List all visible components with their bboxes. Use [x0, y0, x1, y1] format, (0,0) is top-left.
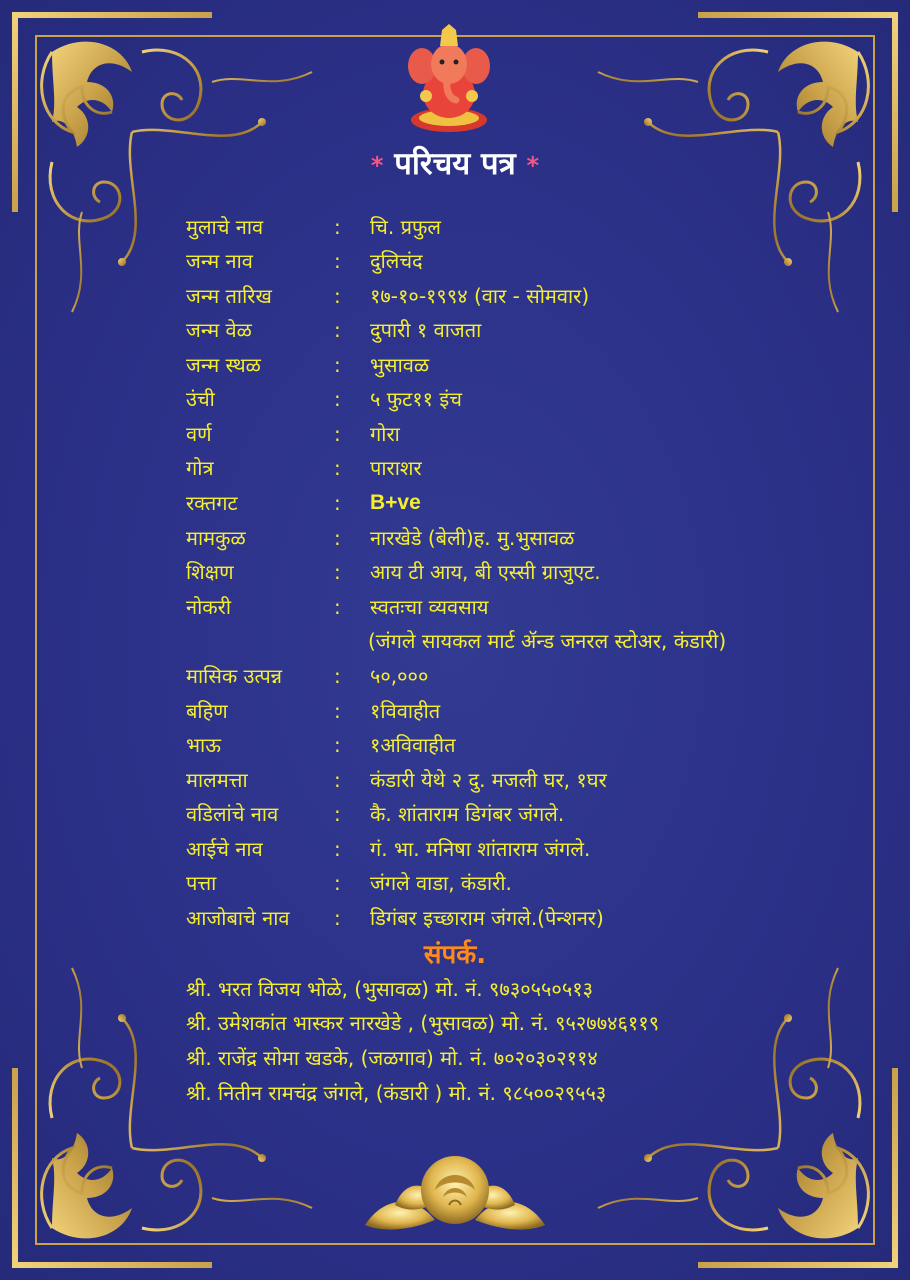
detail-value: आय टी आय, बी एस्सी ग्राजुएट. [370, 560, 601, 584]
detail-colon: : [334, 491, 341, 515]
detail-colon: : [334, 595, 341, 619]
detail-value: पाराशर [370, 456, 422, 480]
detail-label: मालमत्ता [186, 768, 248, 792]
detail-colon: : [334, 560, 341, 584]
detail-value: गोरा [370, 422, 400, 446]
detail-colon: : [334, 871, 341, 895]
detail-colon: : [334, 802, 341, 826]
detail-value: B+ve [370, 491, 421, 514]
contact-line: श्री. नितीन रामचंद्र जंगले, (कंडारी ) मो. नं. ९८५००२९५५३ [186, 1081, 607, 1105]
detail-colon: : [334, 733, 341, 757]
star-left: * [370, 151, 384, 180]
detail-value: जंगले वाडा, कंडारी. [370, 871, 512, 895]
detail-label: आजोबाचे नाव [186, 906, 290, 930]
detail-value: १अविवाहीत [370, 733, 456, 757]
detail-value: नारखेडे (बेली)ह. मु.भुसावळ [370, 526, 575, 550]
contact-heading: संपर्क. [423, 940, 487, 970]
detail-label: शिक्षण [186, 560, 234, 584]
detail-colon: : [334, 284, 341, 308]
detail-label: जन्म तारिख [186, 284, 272, 308]
detail-label: उंची [186, 387, 215, 411]
contact-line: श्री. उमेशकांत भास्कर नारखेडे , (भुसावळ) मो. नं. ९५२७७४६११९ [186, 1011, 660, 1035]
detail-value: १विवाहीत [370, 699, 441, 723]
star-right: * [526, 151, 540, 180]
detail-colon: : [334, 249, 341, 273]
detail-value: गं. भा. मनिषा शांताराम जंगले. [370, 837, 591, 861]
detail-value: ५ फुट११ इंच [370, 387, 462, 411]
detail-label: भाऊ [186, 733, 221, 757]
detail-label: गोत्र [186, 456, 214, 480]
detail-value: स्वतःचा व्यवसाय [370, 595, 489, 619]
detail-label: बहिण [186, 699, 228, 723]
detail-label: नोकरी [186, 595, 231, 619]
detail-colon: : [334, 664, 341, 688]
detail-colon: : [334, 906, 341, 930]
job-detail: (जंगले सायकल मार्ट ॲन्ड जनरल स्टोअर, कंडारी) [368, 629, 727, 653]
detail-colon: : [334, 215, 341, 239]
detail-value: चि. प्रफुल [370, 215, 441, 239]
detail-value: भुसावळ [370, 353, 430, 377]
ganesha-icon [404, 24, 494, 136]
detail-colon: : [334, 353, 341, 377]
detail-label: वडिलांचे नाव [186, 802, 279, 826]
detail-label: जन्म नाव [186, 249, 253, 273]
detail-label: रक्तगट [186, 491, 238, 515]
detail-label: पत्ता [186, 871, 217, 895]
page-title [0, 142, 910, 184]
detail-value: दुपारी १ वाजता [370, 318, 482, 342]
detail-label: मासिक उत्पन्न [186, 664, 283, 688]
contact-line: श्री. राजेंद्र सोमा खडके, (जळगाव) मो. नं. ७०२०३०२११४ [186, 1046, 598, 1070]
detail-value: कंडारी येथे २ दु. मजली घर, १घर [370, 768, 607, 792]
detail-colon: : [334, 526, 341, 550]
detail-value: ५०,००० [370, 664, 429, 688]
detail-colon: : [334, 837, 341, 861]
detail-label: वर्ण [186, 422, 212, 446]
detail-value: कै. शांताराम डिगंबर जंगले. [370, 802, 565, 826]
golden-rose-icon [355, 1135, 555, 1247]
contact-line: श्री. भरत विजय भोळे, (भुसावळ) मो. नं. ९७३०५५०५१३ [186, 977, 594, 1001]
detail-label: जन्म वेळ [186, 318, 252, 342]
detail-colon: : [334, 699, 341, 723]
detail-colon: : [334, 422, 341, 446]
detail-label: मुलाचे नाव [186, 215, 264, 239]
detail-colon: : [334, 768, 341, 792]
detail-value: दुलिचंद [370, 249, 423, 273]
detail-label: मामकुळ [186, 526, 246, 550]
detail-colon: : [334, 456, 341, 480]
detail-value: डिगंबर इच्छाराम जंगले.(पेन्शनर) [370, 906, 604, 930]
detail-label: जन्म स्थळ [186, 353, 261, 377]
title-text: परिचय पत्र [394, 146, 516, 182]
detail-value: १७-१०-१९९४ (वार - सोमवार) [370, 284, 590, 308]
detail-colon: : [334, 318, 341, 342]
detail-label: आईचे नाव [186, 837, 263, 861]
detail-colon: : [334, 387, 341, 411]
